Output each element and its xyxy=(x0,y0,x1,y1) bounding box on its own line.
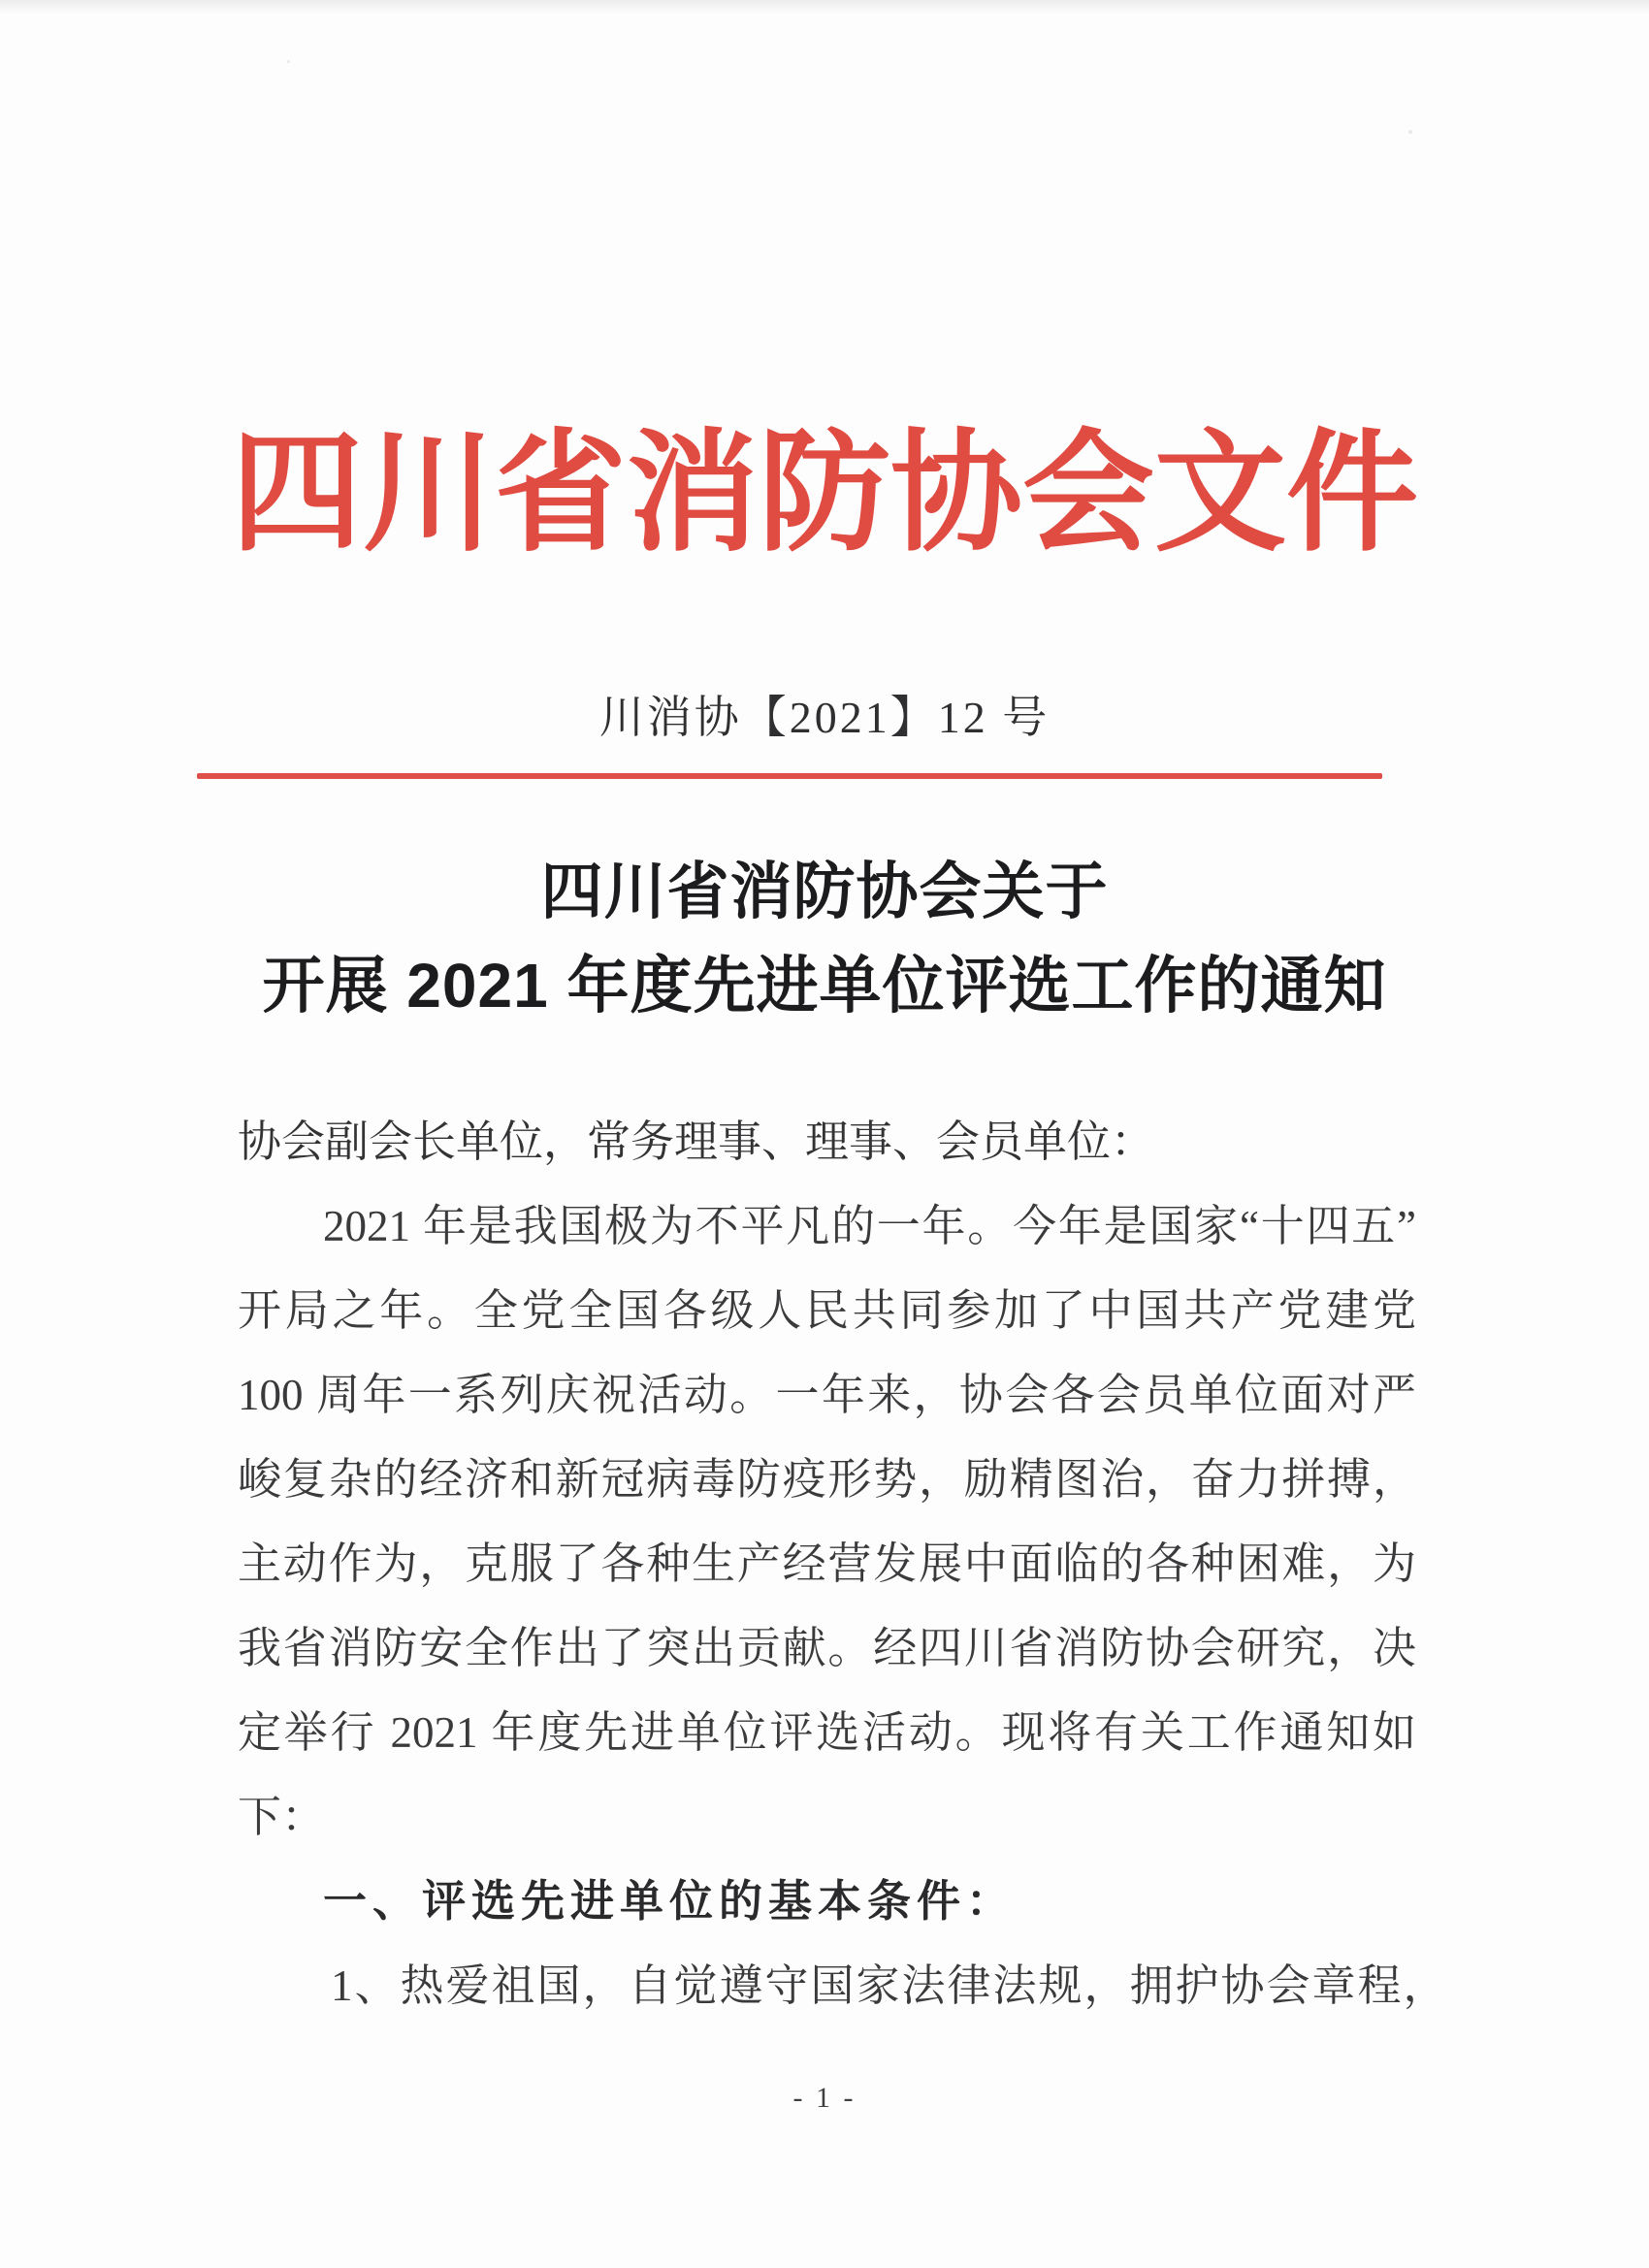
body-line: 主动作为，克服了各种生产经营发展中面临的各种困难，为 xyxy=(238,1539,1416,1588)
notice-title xyxy=(0,845,1649,1033)
section-heading: 一、评选先进单位的基本条件： xyxy=(323,1877,1017,1926)
body-line: 定举行 2021 年度先进单位评选活动。现将有关工作通知如 xyxy=(238,1708,1416,1757)
body-line: 峻复杂的经济和新冠病毒防疫形势，励精图治，奋力拼搏， xyxy=(238,1455,1416,1504)
body-line: 开局之年。全党全国各级人民共同参加了中国共产党建党 xyxy=(238,1286,1416,1335)
body-line: 2021 年是我国极为不平凡的一年。今年是国家“十四五” xyxy=(323,1202,1416,1250)
body-line: 100 周年一系列庆祝活动。一年来，协会各会员单位面对严 xyxy=(238,1371,1416,1419)
body-text-block xyxy=(238,1100,1449,2028)
notice-title-line2: 开展 2021 年度先进单位评选工作的通知 xyxy=(262,951,1387,1021)
body-line: 我省消防安全作出了突出贡献。经四川省消防协会研究，决 xyxy=(238,1624,1416,1672)
scan-speck xyxy=(1408,130,1412,134)
masthead-title: 四川省消防协会文件 xyxy=(231,422,1418,567)
salutation-line: 协会副会长单位，常务理事、理事、会员单位： xyxy=(238,1118,1155,1166)
page-number: - 1 - xyxy=(792,2082,857,2114)
notice-title-line1: 四川省消防协会关于 xyxy=(540,857,1109,926)
document-number: 川消协【2021】12 号 xyxy=(598,693,1051,742)
body-line: 下： xyxy=(238,1793,326,1841)
red-separator-rule xyxy=(197,773,1382,779)
list-item-1: 1、热爱祖国，自觉遵守国家法律法规，拥护协会章程， xyxy=(331,1961,1449,2010)
scan-speck xyxy=(287,60,290,63)
